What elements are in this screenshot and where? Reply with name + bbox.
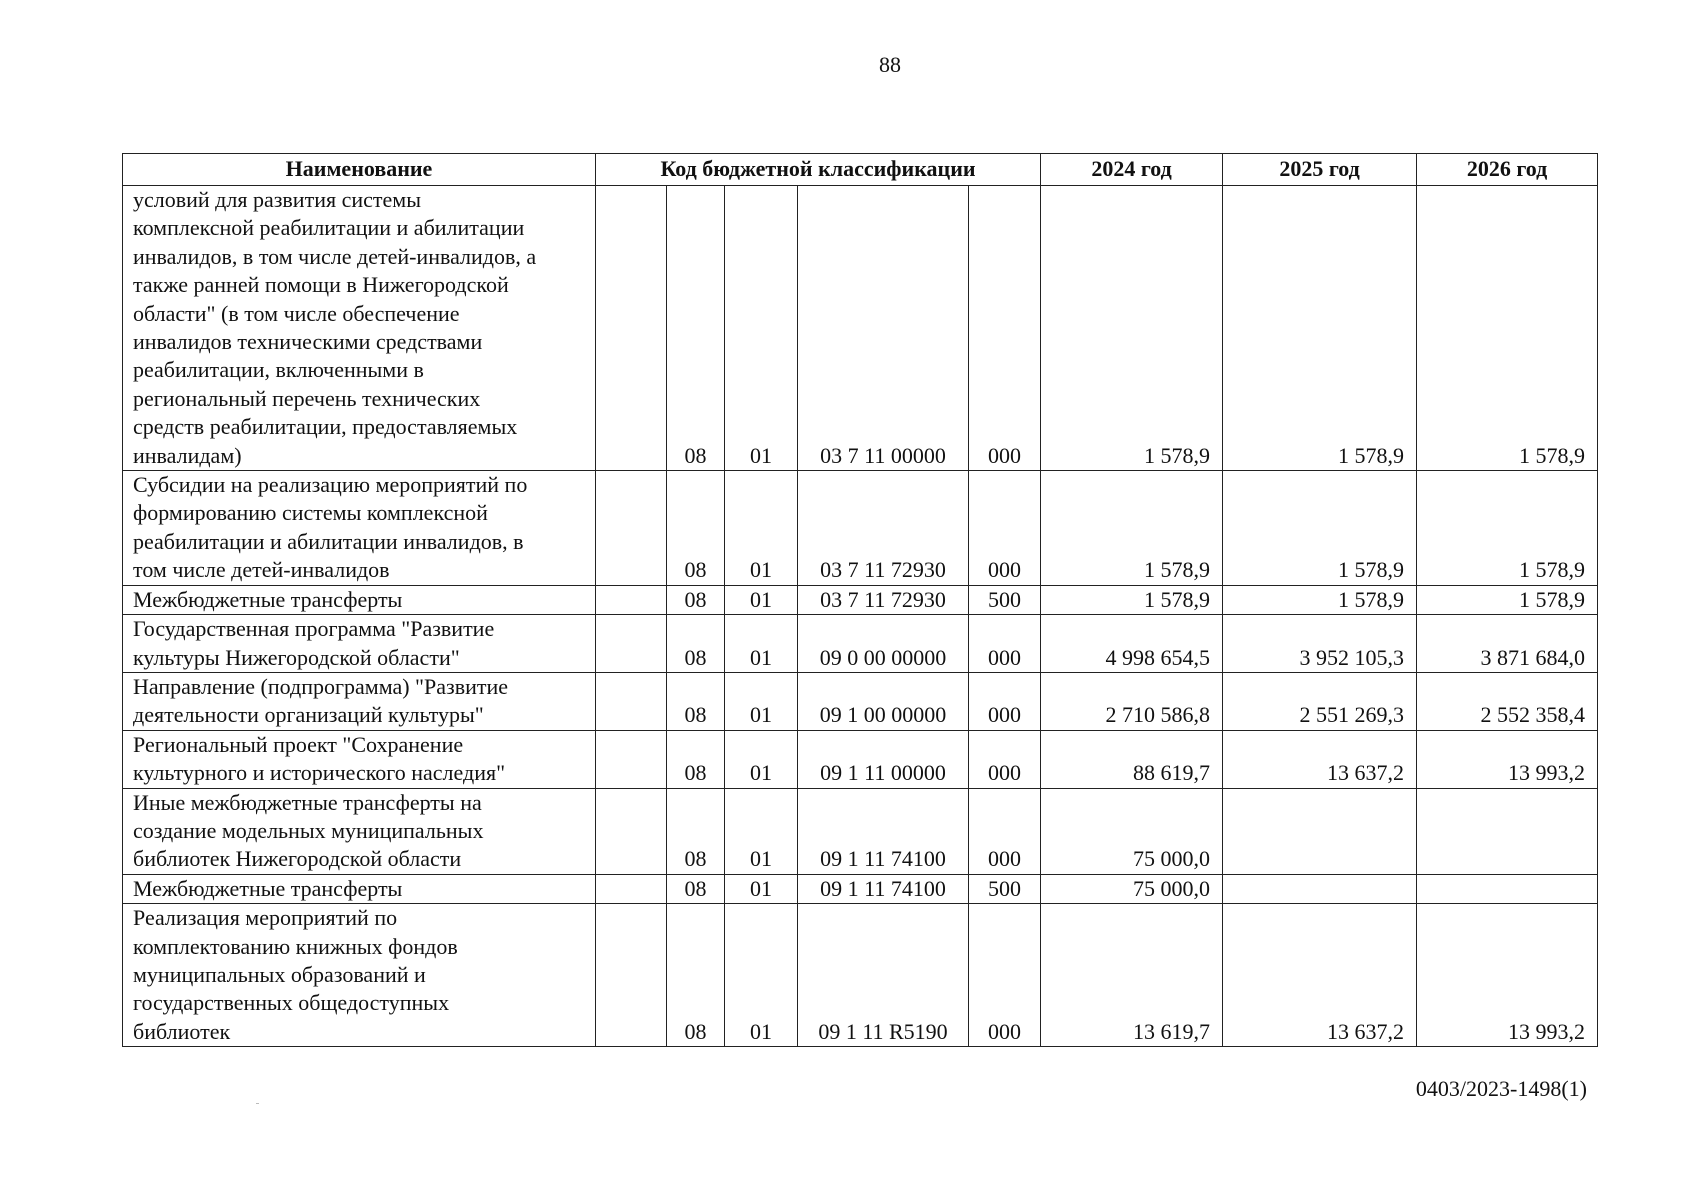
table-row	[123, 615, 1598, 673]
cell-code-section: 08	[667, 788, 725, 874]
header-2024: 2024 год	[1041, 154, 1223, 186]
cell-code-target: 09 1 11 74100	[798, 874, 969, 903]
cell-2024: 1 578,9	[1041, 471, 1223, 586]
table-body	[123, 186, 1598, 1047]
cell-code-subsection: 01	[725, 874, 798, 903]
cell-code-section: 08	[667, 471, 725, 586]
cell-code-1	[596, 672, 667, 730]
cell-code-target: 09 1 00 00000	[798, 672, 969, 730]
scan-speck	[256, 1103, 259, 1104]
cell-2026	[1417, 788, 1598, 874]
cell-2024: 75 000,0	[1041, 874, 1223, 903]
cell-2026: 1 578,9	[1417, 471, 1598, 586]
table-header-row	[123, 154, 1598, 186]
cell-2025: 2 551 269,3	[1223, 672, 1417, 730]
cell-code-expense-type: 000	[969, 471, 1041, 586]
cell-2025	[1223, 874, 1417, 903]
cell-code-section: 08	[667, 615, 725, 673]
cell-code-expense-type: 000	[969, 672, 1041, 730]
cell-2026: 1 578,9	[1417, 186, 1598, 471]
cell-code-1	[596, 615, 667, 673]
cell-2024: 13 619,7	[1041, 904, 1223, 1047]
header-name: Наименование	[123, 154, 596, 186]
cell-2024: 75 000,0	[1041, 788, 1223, 874]
cell-2024: 4 998 654,5	[1041, 615, 1223, 673]
cell-name: Межбюджетные трансферты	[123, 874, 596, 903]
cell-code-1	[596, 186, 667, 471]
cell-code-target: 09 1 11 74100	[798, 788, 969, 874]
cell-2024: 2 710 586,8	[1041, 672, 1223, 730]
cell-code-subsection: 01	[725, 615, 798, 673]
cell-2025: 3 952 105,3	[1223, 615, 1417, 673]
budget-table	[122, 153, 1598, 1047]
cell-2024: 88 619,7	[1041, 730, 1223, 788]
cell-code-section: 08	[667, 186, 725, 471]
cell-2026: 13 993,2	[1417, 730, 1598, 788]
cell-2024: 1 578,9	[1041, 585, 1223, 614]
cell-code-target: 03 7 11 00000	[798, 186, 969, 471]
cell-code-expense-type: 000	[969, 186, 1041, 471]
cell-code-target: 09 0 00 00000	[798, 615, 969, 673]
cell-code-subsection: 01	[725, 471, 798, 586]
cell-2026: 3 871 684,0	[1417, 615, 1598, 673]
cell-name: Государственная программа "Развитие культуры Нижегородской области"	[123, 615, 596, 673]
cell-2025: 1 578,9	[1223, 186, 1417, 471]
cell-2025: 13 637,2	[1223, 730, 1417, 788]
document-number: 0403/2023-1498(1)	[1415, 1076, 1587, 1101]
cell-code-section: 08	[667, 730, 725, 788]
cell-code-target: 03 7 11 72930	[798, 585, 969, 614]
table-row	[123, 788, 1598, 874]
table-row	[123, 186, 1598, 471]
cell-name: Иные межбюджетные трансферты на создание модельных муниципальных библиотек Нижегородской области	[123, 788, 596, 874]
cell-code-target: 09 1 11 00000	[798, 730, 969, 788]
cell-2026: 13 993,2	[1417, 904, 1598, 1047]
cell-code-expense-type: 000	[969, 730, 1041, 788]
cell-code-expense-type: 000	[969, 788, 1041, 874]
cell-name: Субсидии на реализацию мероприятий по формированию системы комплексной реабилитации и абилитации инвалидов, в том числе детей-инвалидов	[123, 471, 596, 586]
table-row	[123, 730, 1598, 788]
cell-name: Реализация мероприятий по комплектованию книжных фондов муниципальных образований и государственных общедоступных библиотек	[123, 904, 596, 1047]
header-2025: 2025 год	[1223, 154, 1417, 186]
table-row	[123, 874, 1598, 903]
cell-code-subsection: 01	[725, 904, 798, 1047]
cell-code-section: 08	[667, 874, 725, 903]
cell-code-expense-type: 000	[969, 615, 1041, 673]
cell-2025	[1223, 788, 1417, 874]
cell-code-subsection: 01	[725, 788, 798, 874]
cell-2024: 1 578,9	[1041, 186, 1223, 471]
cell-code-expense-type: 500	[969, 874, 1041, 903]
table-row	[123, 672, 1598, 730]
cell-2026: 2 552 358,4	[1417, 672, 1598, 730]
cell-code-1	[596, 788, 667, 874]
cell-code-section: 08	[667, 904, 725, 1047]
table-row	[123, 471, 1598, 586]
cell-2025: 1 578,9	[1223, 585, 1417, 614]
cell-2025: 13 637,2	[1223, 904, 1417, 1047]
cell-2025: 1 578,9	[1223, 471, 1417, 586]
cell-code-expense-type: 500	[969, 585, 1041, 614]
cell-code-subsection: 01	[725, 730, 798, 788]
cell-name: Направление (подпрограмма) "Развитие деятельности организаций культуры"	[123, 672, 596, 730]
cell-code-1	[596, 471, 667, 586]
cell-code-1	[596, 904, 667, 1047]
cell-code-expense-type: 000	[969, 904, 1041, 1047]
cell-name: условий для развития системы комплексной реабилитации и абилитации инвалидов, в том числе детей-инвалидов, а также ранней помощи в Нижегородской области" (в том числе обеспечение инвалидов техническими средствами реабилитации, включенными в региональный перечень технических средств реабилитации, предоставляемых инвалидам)	[123, 186, 596, 471]
header-2026: 2026 год	[1417, 154, 1598, 186]
cell-code-target: 03 7 11 72930	[798, 471, 969, 586]
table-row	[123, 585, 1598, 614]
cell-code-section: 08	[667, 672, 725, 730]
cell-name: Межбюджетные трансферты	[123, 585, 596, 614]
cell-code-section: 08	[667, 585, 725, 614]
cell-code-1	[596, 874, 667, 903]
cell-code-subsection: 01	[725, 672, 798, 730]
cell-code-subsection: 01	[725, 585, 798, 614]
cell-2026: 1 578,9	[1417, 585, 1598, 614]
cell-code-1	[596, 585, 667, 614]
cell-code-subsection: 01	[725, 186, 798, 471]
cell-2026	[1417, 874, 1598, 903]
page-number: 88	[879, 52, 901, 77]
cell-code-1	[596, 730, 667, 788]
cell-code-target: 09 1 11 R5190	[798, 904, 969, 1047]
header-budget-code: Код бюджетной классификации	[596, 154, 1041, 186]
table-row	[123, 904, 1598, 1047]
cell-name: Региональный проект "Сохранение культурного и исторического наследия"	[123, 730, 596, 788]
